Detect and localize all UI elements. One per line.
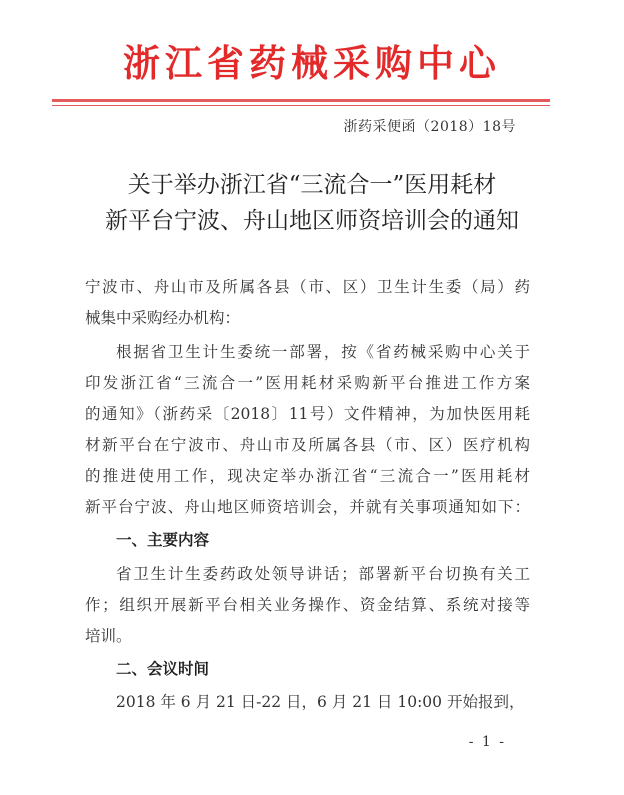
section2-heading: 二、会议时间 <box>116 660 210 678</box>
section1-line2: 作；组织开展新平台相关业务操作、资金结算、系统对接等 <box>85 596 530 614</box>
body-line2: 印发浙江省“三流合一”医用耗材采购新平台推进工作方案 <box>85 374 530 392</box>
body-line1: 根据省卫生计生委统一部署，按《省药械采购中心关于 <box>116 343 530 361</box>
section1-heading: 一、主要内容 <box>116 531 210 549</box>
section2-line1: 2018 年 6 月 21 日-22 日，6 月 21 日 10:00 开始报到， <box>116 693 525 711</box>
document-title-line1: 关于举办浙江省“三流合一”医用耗材 <box>127 172 497 198</box>
letterhead-rule-thin <box>52 105 550 106</box>
document-title-line2: 新平台宁波、舟山地区师资培训会的通知 <box>105 208 519 234</box>
document-number: 浙药采便函（2018）18号 <box>343 119 516 135</box>
body-line6: 新平台宁波、舟山地区师资培训会，并就有关事项通知如下： <box>85 498 530 516</box>
body-line5: 的推进使用工作，现决定举办浙江省“三流合一”医用耗材 <box>85 467 530 485</box>
body-line3: 的通知》（浙药采〔2018〕11号）文件精神，为加快医用耗 <box>85 405 530 423</box>
addressee-line2: 械集中采购经办机构： <box>85 309 241 327</box>
section1-line1: 省卫生计生委药政处领导讲话；部署新平台切换有关工 <box>116 565 530 583</box>
addressee-line1: 宁波市、舟山市及所属各县（市、区）卫生计生委（局）药 <box>85 278 530 296</box>
body-line4: 材新平台在宁波市、舟山市及所属各县（市、区）医疗机构 <box>85 436 530 454</box>
letterhead-title: 浙江省药械采购中心 <box>123 41 501 85</box>
letterhead-rule-thick <box>52 99 550 102</box>
section1-line3: 培训。 <box>85 627 132 645</box>
page-number: - 1 - <box>468 734 506 750</box>
